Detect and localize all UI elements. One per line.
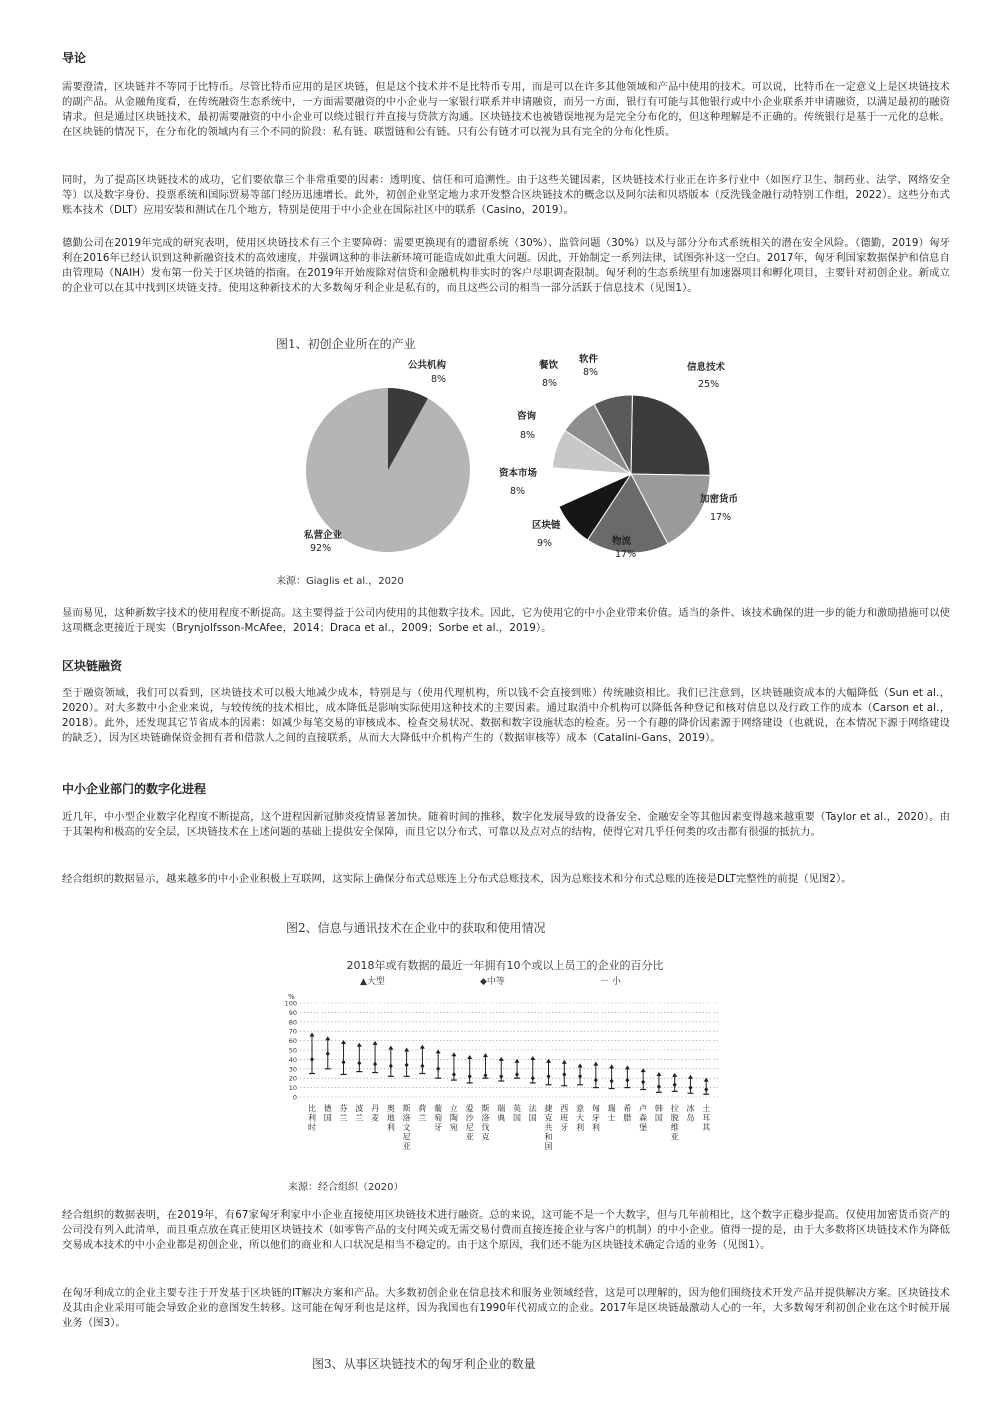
pct-catering: 8%	[542, 378, 558, 389]
x-tick-label: 德国	[323, 1104, 332, 1123]
x-tick-label: 芬兰	[339, 1104, 348, 1123]
x-tick-label: 意大利	[576, 1104, 585, 1132]
x-tick-label: 瑞士	[607, 1104, 616, 1123]
x-tick-label: 英国	[513, 1104, 521, 1123]
marker-medium	[610, 1079, 614, 1084]
marker-medium	[452, 1072, 456, 1077]
y-tick-label: 30	[288, 1065, 297, 1074]
marker-medium	[483, 1073, 487, 1078]
y-tick-label: 50	[288, 1046, 297, 1055]
chart-x-labels	[308, 1103, 711, 1151]
x-tick-label: 斯洛伐克	[481, 1104, 490, 1142]
marker-large	[388, 1046, 393, 1050]
marker-large	[688, 1075, 693, 1079]
y-tick-label: 80	[288, 1018, 297, 1027]
marker-large	[341, 1040, 346, 1044]
marker-large	[562, 1060, 567, 1064]
paragraph: 同时，为了提高区块链技术的成功，它们要依靠三个非常重要的因素：透明度、信任和可追溯性。由于这些关键因素，区块链技术行业正在许多行业中（如医疗卫生、制药业、法学、网络安全等）以及数字身份、投票系统和国际贸易等部门经历迅速增长。此外，初创企业坚定地力求开发整合区块链技术的概念以及阿尔法和贝塔版本（反洗钱金融行动特别工作组，2022）。这些分布式账本技术（DLT）应用安装和测试在几个地方，特别是使用于中小企业在国际社区中的联系（Casino，2019）。	[62, 174, 950, 216]
x-tick-label: 法国	[528, 1104, 537, 1123]
pct-logistics: 17%	[615, 549, 637, 560]
marker-large	[656, 1072, 661, 1076]
label-catering: 餐饮	[539, 360, 559, 371]
paragraph: 德勤公司在2019年完成的研究表明，使用区块链技术有三个主要障碍：需要更换现有的遗留系统（30%）、监管问题（30%）以及与部分分布式系统相关的潜在安全风险。（德勤，2019）匈牙利在2016年已经认识到这种新融资技术的高效速度，并强调这种的非法新环境可能造成如此重大问题。因此，开始制定一系列法律，试图弥补这一空白。2017年，匈牙利国家数据保护和信息自由管理局（NAIH）发布第一份关于区块链的指南。在2019年开始废除对信贷和金融机构非实时的客户尽职调查限制。匈牙利的生态系统里有加速器项目和孵化项目，主要针对初创企业。新成立的企业可以在其中找到区块链支持。使用这种新技术的大多数匈牙利企业是私有的，而且这些公司的相当一部分活跃于信息技术（见图1）。	[62, 237, 950, 294]
label-private: 私营企业	[304, 530, 343, 541]
x-tick-label: 爱沙尼亚	[465, 1104, 474, 1142]
pie-left	[306, 388, 470, 552]
label-it: 信息技术	[687, 362, 726, 373]
marker-medium	[342, 1060, 346, 1065]
figure-2-title: 图2、信息与通讯技术在企业中的获取和使用情况	[286, 921, 546, 935]
marker-large	[704, 1078, 709, 1082]
marker-medium	[436, 1066, 440, 1071]
x-tick-label: 捷克共和国	[544, 1104, 553, 1151]
marker-large	[373, 1041, 378, 1045]
pct-consulting: 8%	[520, 430, 536, 441]
marker-large	[420, 1045, 425, 1049]
marker-large	[436, 1049, 441, 1053]
section-heading-sme-digitalization: 中小企业部门的数字化进程	[62, 782, 207, 796]
section-heading-blockchain-financing: 区块链融资	[62, 659, 123, 673]
y-tick-label: 90	[288, 1008, 297, 1017]
marker-medium	[673, 1082, 677, 1087]
figure-2-source: 来源：经合组织（2020）	[288, 1182, 404, 1193]
y-tick-label: 0	[292, 1093, 297, 1102]
paragraph: 需要澄清，区块链并不等同于比特币。尽管比特币应用的是区块链，但是这个技术并不是比特币专用，而是可以在许多其他领域和产品中使用的技术。可以说，比特币在一定意义上是区块链技术的副产品。从金融角度看，在传统融资生态系统中，一方面需要融资的中小企业与一家银行联系并申请融资，而另一方面，银行有可能与其他银行或中小企业联系并申请融资，以满足最初的融资请求。但是通过区块链技术，最初需要融资的中小企业可以绕过银行并直接与贷款方沟通。区块链技术也被错误地视为是完全分布化的，但这种理解是不正确的。传统银行是基于一元化的总帐。在区块链的情况下，在分布化的领域内有三个不同的阶段：私有链、联盟链和公有链。只有公有链才可以视为具有完全的分布化性质。	[62, 81, 950, 138]
marker-large	[641, 1068, 646, 1072]
pct-it: 25%	[698, 379, 720, 390]
label-consulting: 咨询	[517, 411, 537, 422]
marker-large	[357, 1043, 362, 1047]
paragraph: 经合组织的数据显示，越来越多的中小企业积极上互联网，这实际上确保分布式总账连上分布式总账技术，因为总账技术和分布式总账的连接是DLT完整性的前提（见图2）。	[62, 873, 852, 885]
x-tick-label: 奥地利	[386, 1104, 395, 1132]
pie-slice-private	[306, 388, 470, 552]
paragraph: 经合组织的数据表明，在2019年，有67家匈牙利家中小企业直接使用区块链技术进行融资。总的来说，这可能不是一个大数字，但与几年前相比，这个数字正稳步提高。仅使用加密货币资产的公司没有列入此清单，而且重点放在真正使用区块链技术（如零售产品的支付网关或无需交易付费而直接连接企业与客户的机制）的中小企业。值得一提的是，由于大多数将区块链技术作为降低交易成本技术的中小企业都是初创企业，所以他们的商业和人口状况是相当不稳定的。由于这个原因，我们还不能为区块链技术确定合适的业务（见图1）。	[62, 1209, 950, 1251]
marker-large	[546, 1059, 551, 1063]
y-tick-label: 10	[288, 1084, 297, 1093]
label-software: 软件	[579, 354, 599, 365]
marker-large	[451, 1052, 456, 1056]
marker-medium	[389, 1063, 393, 1068]
marker-medium	[405, 1063, 409, 1068]
x-tick-label: 韩国	[654, 1104, 663, 1123]
marker-large	[483, 1053, 488, 1057]
marker-large	[530, 1056, 535, 1060]
figure-2-chart	[280, 955, 730, 1170]
label-logistics: 物流	[612, 536, 632, 547]
x-tick-label: 匈牙利	[591, 1104, 600, 1132]
legend-large: ▲大型	[360, 977, 385, 987]
x-tick-label: 葡萄牙	[434, 1104, 443, 1132]
marker-large	[593, 1062, 598, 1066]
marker-medium	[515, 1072, 519, 1077]
pct-private: 92%	[310, 543, 332, 554]
section-heading-intro: 导论	[62, 51, 87, 65]
x-tick-label: 瑞典	[497, 1104, 506, 1123]
y-tick-label: 100	[284, 999, 297, 1008]
x-tick-label: 卢森堡	[639, 1104, 648, 1132]
chart-title: 2018年或有数据的最近一年拥有10个或以上员工的企业的百分比	[346, 959, 664, 972]
pct-capital: 8%	[510, 486, 526, 497]
pct-blockchain: 9%	[537, 538, 553, 549]
pct-software: 8%	[583, 367, 599, 378]
y-tick-label: 60	[288, 1037, 297, 1046]
paragraph: 近几年，中小型企业数字化程度不断提高，这个进程因新冠肺炎疫情显著加快。随着时间的推移，数字化发展导致的设备安全、金融安全等其他因素变得越来越重要（Taylor et al.，2020）。由于其架构和极高的安全层，区块链技术在上述问题的基础上提供安全保障，而且它以分布式、可靠以及点对点的结构，使得它对几乎任何类的攻击都有很强的抵抗力。	[62, 811, 950, 838]
marker-large	[625, 1065, 630, 1069]
marker-medium	[704, 1087, 708, 1092]
paragraph: 至于融资领域，我们可以看到，区块链技术可以极大地减少成本，特别是与（使用代理机构，所以钱不会直接到账）传统融资相比。我们已注意到，区块链融资成本的大幅降低（Sun et al.，2020）。对大多数中小企业来说，与较传统的技术相比，成本降低是影响实际使用这种技术的主要因素。通过取消中介机构可以降低各种登记和核对信息以及行政工作的成本（Carson et al.，2018）。此外，还发现其它节省成本的因素：如减少每笔交易的审核成本、检查交易状况、数据和数字设施状态的检查。另一个有趣的降价因素源于网络建设（也就说，在本情况下源于网络建设的缺乏），因为区块链确保资金拥有者和借款人之间的直接联系，从而大大降低中介机构产生的（数据审核等）成本（Catalini-Gans，2019）。	[62, 687, 950, 744]
marker-large	[325, 1036, 330, 1040]
chart-grid	[285, 1000, 720, 1102]
marker-large	[404, 1048, 409, 1052]
marker-medium	[657, 1084, 661, 1089]
x-tick-label: 波兰	[355, 1104, 364, 1123]
pie-slice	[631, 395, 710, 475]
marker-large	[578, 1063, 583, 1067]
paragraph: 显而易见，这种新数字技术的使用程度不断提高。这主要得益于公司内使用的其他数字技术。因此，它为使用它的中小企业带来价值。适当的条件、该技术确保的进一步的能力和激励措施可以使这项概念更接近于现实（Brynjolfsson-McAfee，2014；Draca et al.，2009；Sorbe et al.，2019）。	[62, 607, 950, 634]
y-tick-label: 20	[288, 1074, 297, 1083]
label-capital: 资本市场	[499, 468, 538, 479]
marker-medium	[326, 1051, 330, 1056]
label-crypto: 加密货币	[700, 494, 739, 505]
marker-large	[672, 1073, 677, 1077]
x-tick-label: 西班牙	[560, 1104, 569, 1132]
label-public: 公共机构	[408, 360, 447, 371]
pie-right	[552, 395, 710, 553]
x-tick-label: 立陶宛	[449, 1104, 458, 1132]
marker-large	[467, 1055, 472, 1059]
x-tick-label: 比利时	[308, 1104, 316, 1132]
legend-medium: ◆中等	[480, 977, 505, 987]
marker-large	[609, 1064, 614, 1068]
marker-large	[310, 1032, 315, 1036]
x-tick-label: 荷兰	[418, 1104, 427, 1123]
y-tick-label: 70	[288, 1027, 297, 1036]
figure-1-title: 图1、初创企业所在的产业	[276, 337, 416, 351]
figure-1-source: 来源：Giaglis et al.，2020	[276, 576, 404, 587]
paragraph: 在匈牙利成立的企业主要专注于开发基于区块链的IT解决方案和产品。大多数初创企业在信息技术和服务业领域经营，这是可以理解的，因为他们围绕技术开发产品并提供解决方案。区块链技术及其由企业采用可能会导致企业的意图发生转移。这可能在匈牙利也是这样，因为我国也有1990年代初成立的企业。2017年是区块链最激动人心的一年，大多数匈牙利初创企业在这个时候开展业务（图3）。	[62, 1287, 950, 1329]
marker-medium	[688, 1085, 692, 1090]
marker-medium	[420, 1063, 424, 1068]
label-blockchain: 区块链	[532, 520, 561, 531]
marker-large	[515, 1059, 520, 1063]
figure-3-title: 图3、从事区块链技术的匈牙利企业的数量	[312, 1357, 536, 1371]
x-tick-label: 冰岛	[686, 1104, 695, 1123]
figure-1-pie-charts	[270, 350, 750, 575]
pct-public: 8%	[431, 374, 447, 385]
marker-medium	[562, 1072, 566, 1077]
marker-medium	[357, 1061, 361, 1066]
marker-medium	[641, 1079, 645, 1084]
x-tick-label: 希腊	[623, 1104, 632, 1123]
legend-small: － 小	[600, 977, 621, 987]
x-tick-label: 拉脱维亚	[670, 1104, 679, 1142]
chart-marks	[309, 1032, 709, 1094]
pct-crypto: 17%	[710, 512, 732, 523]
y-tick-label: 40	[288, 1055, 297, 1064]
marker-medium	[310, 1057, 314, 1062]
marker-medium	[373, 1062, 377, 1067]
x-tick-label: 土耳其	[702, 1104, 711, 1132]
marker-medium	[531, 1076, 535, 1081]
x-tick-label: 斯洛文尼亚	[402, 1104, 411, 1151]
marker-large	[499, 1057, 504, 1061]
y-unit: %	[288, 993, 295, 1001]
x-tick-label: 丹麦	[371, 1104, 380, 1123]
